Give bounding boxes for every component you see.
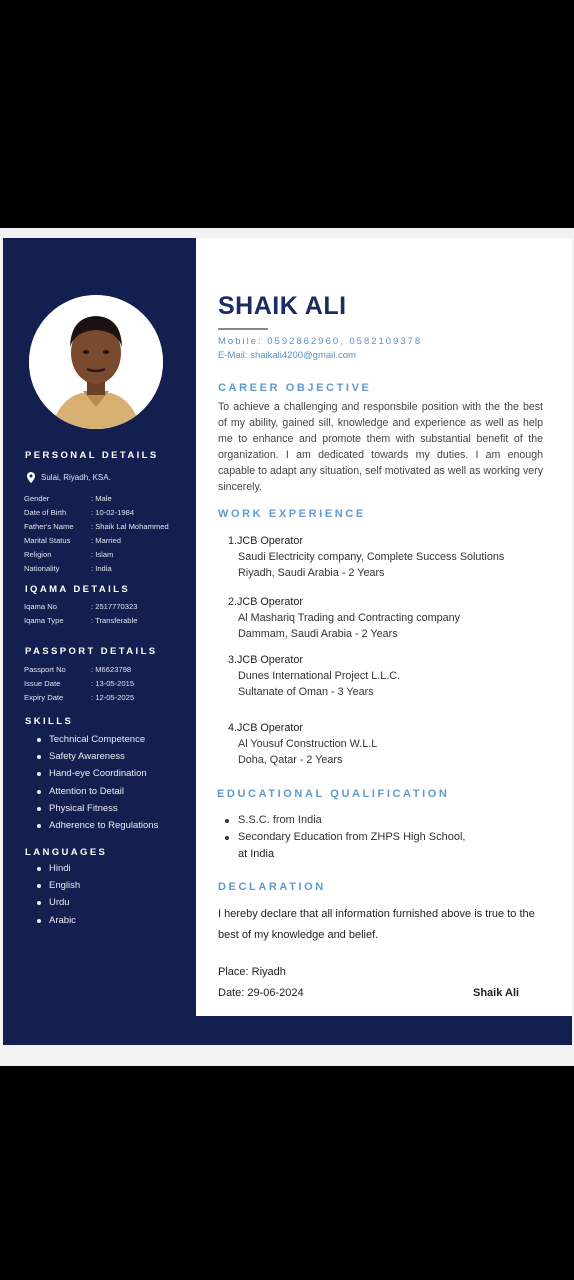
languages-list	[37, 860, 80, 929]
job-company: Dunes International Project L.L.C.	[238, 670, 401, 682]
list-item: Arabic	[37, 912, 80, 929]
education-continuation: at India	[238, 848, 275, 860]
profile-photo	[29, 295, 163, 429]
personal-row: Date of Birth : 10-02-1984	[24, 508, 135, 517]
list-item: Safety Awareness	[37, 748, 158, 765]
list-item: Physical Fitness	[37, 800, 158, 817]
skills-list	[37, 731, 158, 834]
job-place: Doha, Qatar - 2 Years	[238, 754, 343, 766]
skills-heading: SKILLS	[25, 716, 74, 727]
list-item: Hindi	[37, 860, 80, 877]
list-item: Attention to Detail	[37, 783, 158, 800]
main-column	[196, 238, 572, 1016]
location-pin-icon	[27, 472, 35, 483]
job-company: Al Mashariq Trading and Contracting company	[238, 612, 461, 624]
declaration-date: Date: 29-06-2024	[218, 987, 304, 999]
name-divider	[218, 328, 268, 330]
job-place: Dammam, Saudi Arabia - 2 Years	[238, 628, 398, 640]
job-entry	[228, 533, 504, 581]
declaration-heading: DECLARATION	[218, 881, 326, 893]
footer-bar	[3, 1016, 572, 1045]
languages-heading: LANGUAGES	[25, 847, 108, 858]
job-title: 1.JCB Operator	[228, 535, 304, 547]
passport-details-heading: PASSPORT DETAILS	[25, 646, 158, 657]
signature-name: Shaik Ali	[473, 987, 520, 999]
work-experience-heading: WORK EXPERIENCE	[218, 508, 366, 520]
list-item: English	[37, 877, 80, 894]
job-company: Al Yousuf Construction W.L.L	[238, 738, 378, 750]
passport-row: Issue Date : 13-05-2015	[24, 679, 135, 688]
list-item: Adherence to Regulations	[37, 817, 158, 834]
job-place: Riyadh, Saudi Arabia - 2 Years	[238, 567, 385, 579]
passport-row: Passport No : M6623798	[24, 665, 132, 674]
career-objective-text: To achieve a challenging and responsbile position with the the best of my ability, gained sill, knowledge and experience as well as help me to enhance and promote them with substantial benefit of the organization. I am dedicated towards my duties. I am enough capable to adapt any situation, self motivated as well as working very sincerely.	[218, 401, 543, 493]
iqama-row: Iqama No : 2517770323	[24, 602, 138, 611]
iqama-row: Iqama Type : Transferable	[24, 616, 138, 625]
job-entry	[228, 720, 377, 768]
list-item: Secondary Education from ZHPS High School,	[224, 829, 465, 846]
personal-row: Father's Name : Shaik Lal Mohammed	[24, 522, 169, 531]
personal-row: Gender : Male	[24, 494, 112, 503]
list-item: Urdu	[37, 894, 80, 911]
personal-row: Nationality : India	[24, 564, 112, 573]
mobile-line: Mobile: 0592862960, 0582109378	[218, 336, 423, 347]
declaration-text: I hereby declare that all information furnished above is true to the best of my knowledge and belief.	[218, 908, 535, 941]
email-line: E-Mail: shaikali4200@gmail.com	[218, 350, 356, 361]
sidebar	[3, 238, 196, 1016]
job-place: Sultanate of Oman - 3 Years	[238, 686, 374, 698]
career-objective-heading: CAREER OBJECTIVE	[218, 382, 372, 394]
list-item: Hand-eye Coordination	[37, 765, 158, 782]
personal-row: Marital Status : Married	[24, 536, 121, 545]
job-title: 4.JCB Operator	[228, 722, 304, 734]
location-text: Sulai, Riyadh, KSA.	[41, 473, 111, 482]
job-company: Saudi Electricity company, Complete Success Solutions	[238, 551, 505, 563]
education-list	[224, 812, 465, 846]
candidate-name: SHAIK ALI	[218, 292, 347, 320]
iqama-details-heading: IQAMA DETAILS	[25, 584, 131, 595]
personal-details-heading: PERSONAL DETAILS	[25, 450, 159, 461]
job-title: 2.JCB Operator	[228, 596, 304, 608]
job-entry	[228, 652, 400, 700]
list-item: S.S.C. from India	[224, 812, 465, 829]
education-heading: EDUCATIONAL QUALIFICATION	[217, 788, 450, 800]
declaration-place: Place: Riyadh	[218, 966, 286, 978]
job-title: 3.JCB Operator	[228, 654, 304, 666]
passport-row: Expiry Date : 12-05-2025	[24, 693, 135, 702]
list-item: Technical Competence	[37, 731, 158, 748]
location-line	[27, 472, 111, 483]
personal-row: Religion : Islam	[24, 550, 114, 559]
resume-sheet	[0, 228, 574, 1066]
job-entry	[228, 594, 460, 642]
